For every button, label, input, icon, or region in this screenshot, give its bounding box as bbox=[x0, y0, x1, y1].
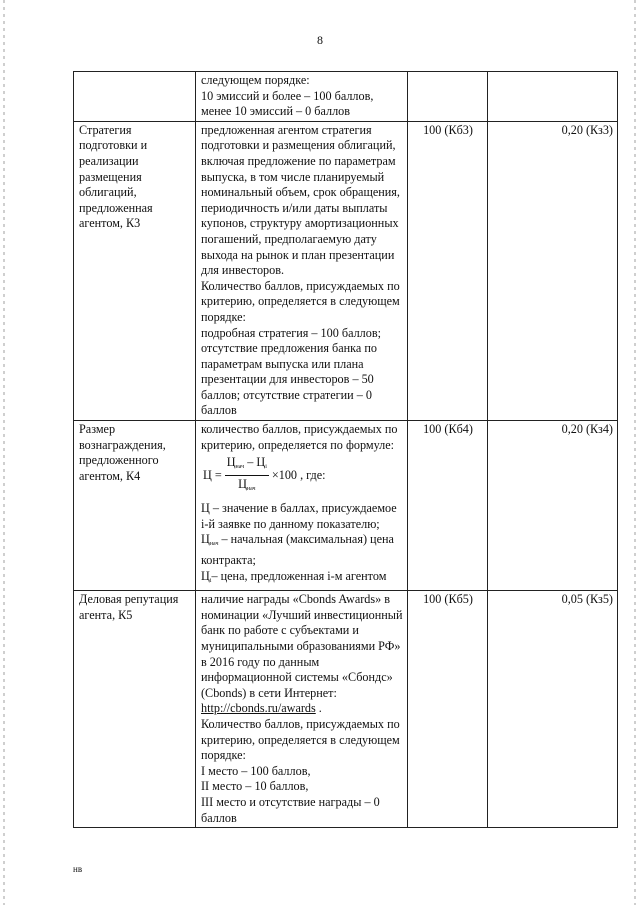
weight-cell: 0,20 (Кз4) bbox=[488, 421, 618, 591]
score-cell bbox=[408, 72, 488, 122]
description-paragraph: количество баллов, присуждаемых по критерию, определяется по формуле: bbox=[201, 422, 398, 452]
price-formula bbox=[203, 455, 403, 497]
description-line: I место – 100 баллов, bbox=[201, 763, 311, 778]
scan-edge-left bbox=[3, 0, 5, 905]
formula-denominator: $Ц_{нач}$ bbox=[238, 477, 256, 493]
criterion-cell: Деловая репутация агента, К5 bbox=[74, 591, 196, 828]
table-row bbox=[74, 591, 618, 828]
description-cell bbox=[196, 591, 408, 828]
formula-numerator: $Ц_{нач} - Ц_i$ bbox=[225, 455, 269, 476]
description-line: следующем порядке: bbox=[201, 73, 310, 87]
description-cell bbox=[196, 72, 408, 122]
description-cell bbox=[196, 121, 408, 420]
scan-edge-right bbox=[634, 0, 636, 905]
formula-lhs: Ц = bbox=[203, 468, 222, 483]
description-line: менее 10 эмиссий – 0 баллов bbox=[201, 104, 351, 119]
formula-definition: Ц – значение в баллах, присуждаемое i-й заявке по данному показателю; bbox=[201, 501, 397, 531]
table-row bbox=[74, 121, 618, 420]
cbonds-awards-link[interactable]: http://cbonds.ru/awards bbox=[201, 701, 316, 716]
description-paragraph: предложенная агентом стратегия подготовки и размещения облигаций, включая предложение по параметрам выпуска, в том числе планируемый номинальный объем, срок обращения, периодичность и/или даты выплаты купонов, структуру амортизационных погашений, предполагаемую дату выхода на рынок и план презентации для инвесторов. bbox=[201, 122, 400, 278]
formula-tail: ×100 , где: bbox=[271, 468, 326, 483]
formula-fraction bbox=[225, 455, 269, 497]
score-cell: 100 (Кб4) bbox=[408, 421, 488, 591]
description-cell bbox=[196, 421, 408, 591]
criterion-cell: Размер вознаграждения, предложенного агентом, К4 bbox=[74, 421, 196, 591]
formula-definition: $Ц_{нач}$ – начальная (максимальная) цена контракта; bbox=[201, 532, 394, 568]
score-cell: 100 (Кб5) bbox=[408, 591, 488, 828]
criterion-cell bbox=[74, 72, 196, 122]
weight-cell: 0,20 (Кз3) bbox=[488, 121, 618, 420]
description-paragraph: подробная стратегия – 100 баллов; отсутствие предложения банка по параметрам выпуска или плана презентации для инвесторов – 50 баллов; отсутствие стратегии – 0 баллов bbox=[201, 325, 382, 418]
criteria-table bbox=[73, 71, 618, 828]
weight-cell bbox=[488, 72, 618, 122]
table-row bbox=[74, 421, 618, 591]
criterion-cell: Стратегия подготовки и реализации размещения облигаций, предложенная агентом, К3 bbox=[74, 121, 196, 420]
score-cell: 100 (Кб3) bbox=[408, 121, 488, 420]
footer-initials: нв bbox=[73, 864, 83, 874]
description-paragraph: Количество баллов, присуждаемых по критерию, определяется в следующем порядке: bbox=[201, 716, 400, 763]
description-line: III место и отсутствие награды – 0 баллов bbox=[201, 794, 380, 825]
description-line: II место – 10 баллов, bbox=[201, 779, 309, 794]
table-row bbox=[74, 72, 618, 122]
weight-cell: 0,05 (Кз5) bbox=[488, 591, 618, 828]
description-line: 10 эмиссий и более – 100 баллов, bbox=[201, 88, 374, 103]
page-number: 8 bbox=[317, 33, 323, 47]
description-paragraph: Количество баллов, присуждаемых по критерию, определяется в следующем порядке: bbox=[201, 278, 400, 324]
description-paragraph: наличие награды «Cbonds Awards» в номинации «Лучший инвестиционный банк по работе с субъектами и муниципальными образованиями РФ» в 2016 году по данным информационной системы «Сбондс» (Cbonds) в сети Интернет: http://cbonds.ru/awards . bbox=[201, 592, 403, 716]
formula-definition: $Ц_i-$ цена, предложенная i-м агентом bbox=[201, 568, 387, 584]
